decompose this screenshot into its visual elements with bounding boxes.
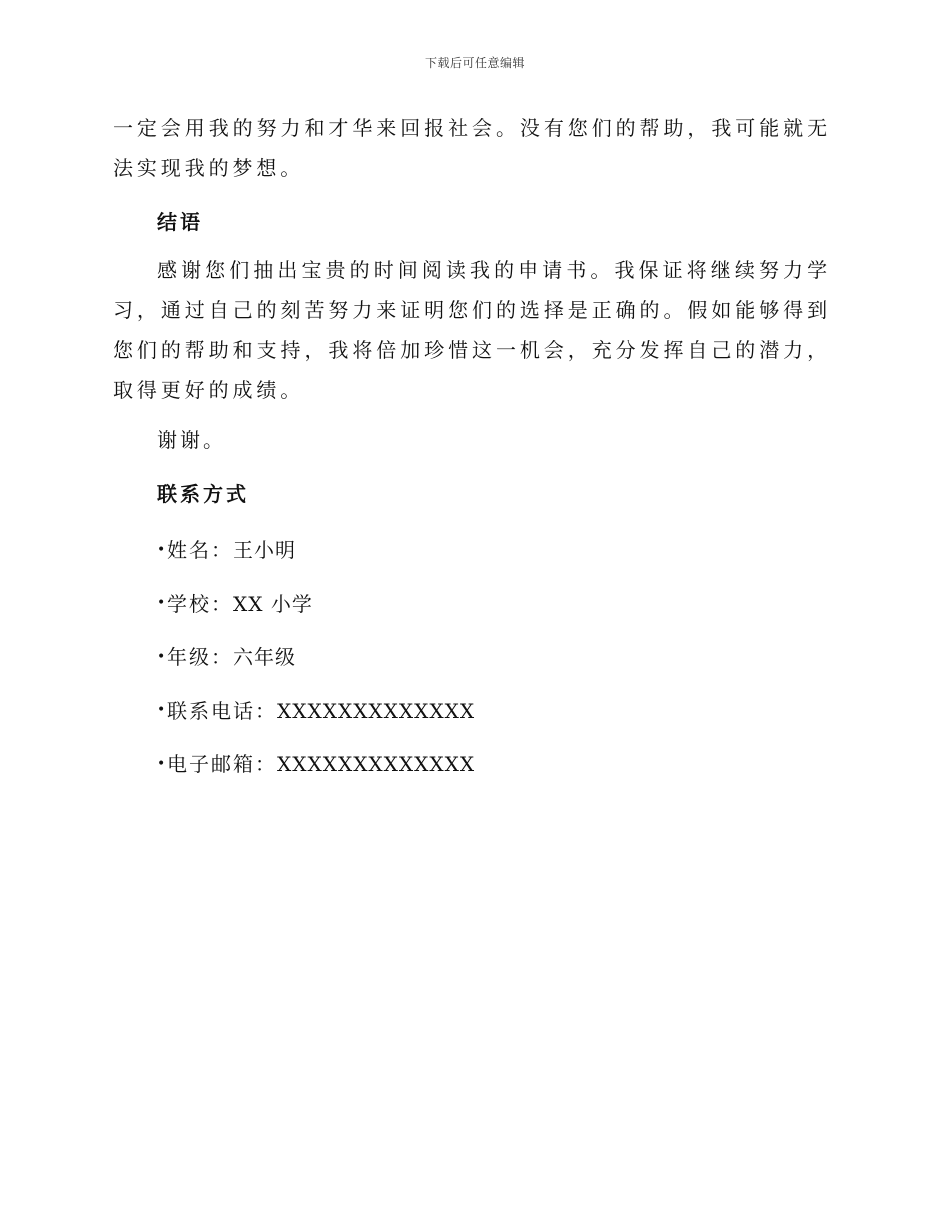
contact-label: 联系电话： bbox=[167, 698, 277, 723]
bullet-icon: • bbox=[157, 702, 168, 718]
contact-item-school bbox=[157, 578, 831, 632]
contact-label: 姓名： bbox=[167, 538, 233, 562]
opening-paragraph: 一定会用我的努力和才华来回报社会。没有您们的帮助，我可能就无法实现我的梦想。 bbox=[113, 116, 831, 180]
contact-value: 六年级 bbox=[233, 645, 296, 669]
page-header-note: 下载后可任意编辑 bbox=[424, 56, 525, 70]
contact-value: XXXXXXXXXXXXX bbox=[277, 698, 476, 723]
document-body bbox=[113, 108, 831, 792]
contact-label: 年级： bbox=[167, 645, 233, 669]
thanks-line: 谢谢。 bbox=[157, 428, 226, 452]
contact-heading: 联系方式 bbox=[157, 482, 249, 506]
contact-label: 学校： bbox=[167, 591, 233, 616]
contact-label: 电子邮箱： bbox=[167, 752, 277, 776]
contact-item-grade bbox=[157, 631, 831, 685]
contact-value: XXXXXXXXXXXXX bbox=[277, 752, 476, 776]
bullet-icon: • bbox=[157, 648, 168, 665]
contact-item-email bbox=[157, 738, 831, 792]
contact-value: 王小明 bbox=[233, 538, 296, 562]
bullet-icon: • bbox=[157, 755, 168, 772]
contact-list bbox=[113, 524, 831, 792]
contact-item-phone bbox=[157, 685, 831, 739]
contact-value: XX 小学 bbox=[233, 591, 313, 616]
contact-item-name bbox=[157, 524, 831, 578]
bullet-icon: • bbox=[157, 541, 168, 558]
conclusion-paragraph: 感谢您们抽出宝贵的时间阅读我的申请书。我保证将继续努力学习，通过自己的刻苦努力来证明您们的选择是正确的。假如能够得到您们的帮助和支持，我将倍加珍惜这一机会，充分发挥自己的潜力，取得更好的成绩。 bbox=[113, 258, 831, 402]
conclusion-heading: 结语 bbox=[157, 210, 203, 234]
bullet-icon: • bbox=[157, 595, 168, 611]
